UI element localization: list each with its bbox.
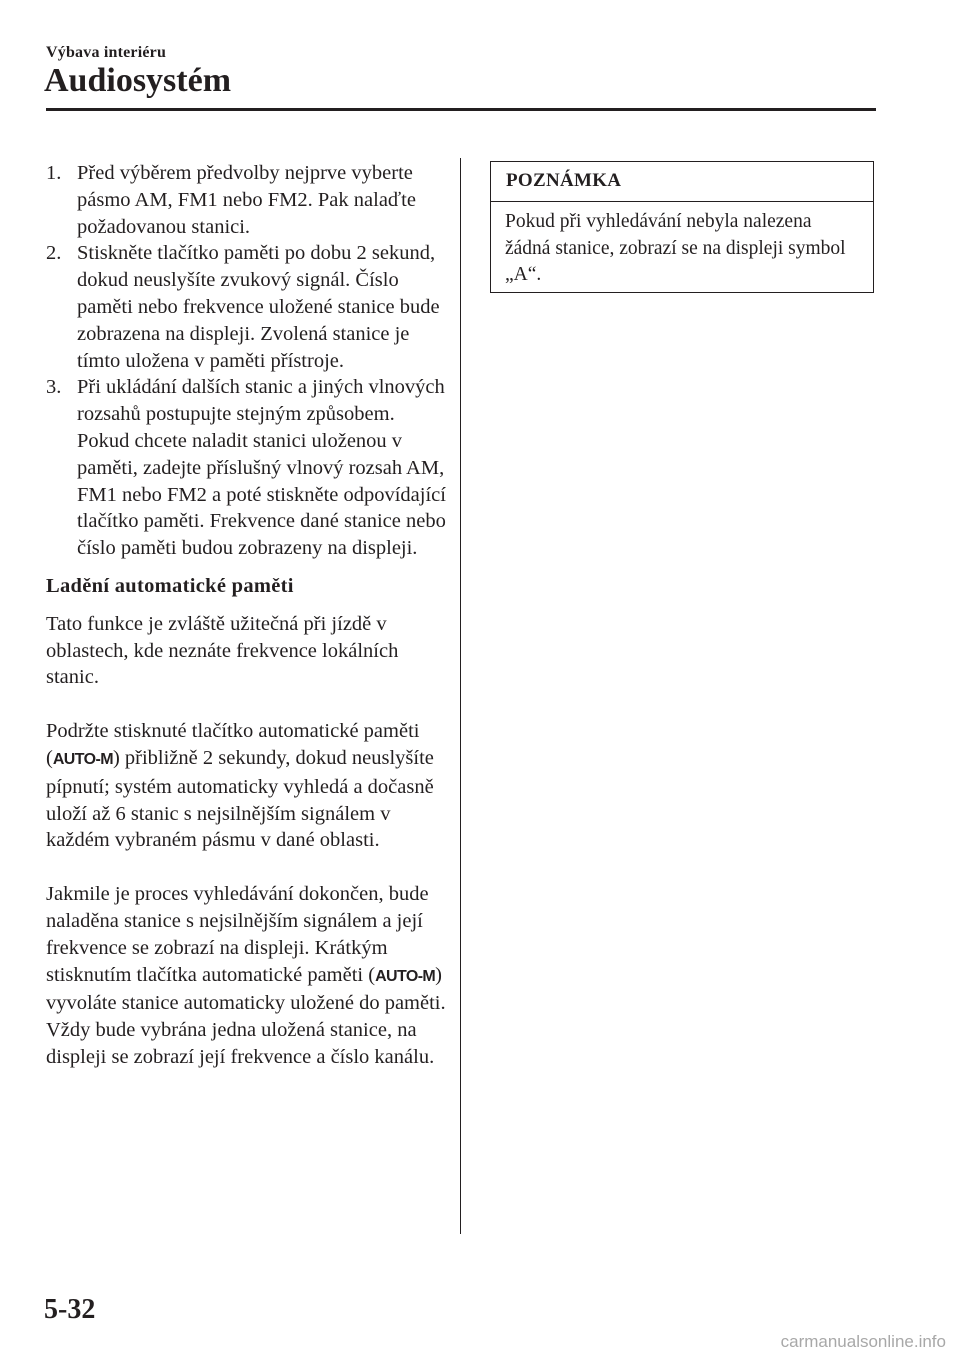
list-item [46, 160, 446, 240]
column-divider [460, 158, 461, 1234]
hold-text-before: Podržte stisknuté tlačítko automatické paměti ( [46, 720, 420, 769]
section-label: Výbava interiéru [46, 44, 167, 61]
page-title: Audiosystém [44, 62, 232, 99]
header-rule [46, 108, 876, 111]
recall-instructions [46, 881, 446, 1071]
step-number: 3. [46, 376, 62, 399]
watermark: carmanualsonline.info [780, 1332, 946, 1351]
hold-text-after: ) přibližně 2 sekundy, dokud neuslyšíte pípnutí; systém automaticky vyhledá a dočasně uloží až 6 stanic s nejsilnějším signálem v každém vybraném pásmu v dané oblasti. [46, 746, 434, 852]
step-text: Při ukládání dalších stanic a jiných vlnových rozsahů postupujte stejným způsobem. Pokud chcete naladit stanici uloženou v paměti, zadejte příslušný vlnový rozsah AM, FM1 nebo FM2 a poté stiskněte odpovídající tlačítko paměti. Frekvence dané stanice nebo číslo paměti budou zobrazeny na displeji. [77, 376, 446, 560]
recall-text-after: ) vyvoláte stanice automaticky uložené do paměti. Vždy bude vybrána jedna uložená stanice, na displeji se zobrazí její frekvence a číslo kanálu. [46, 963, 446, 1068]
hold-instructions [46, 718, 446, 854]
step-text: Před výběrem předvolby nejprve vyberte pásmo AM, FM1 nebo FM2. Pak nalaďte požadovanou stanici. [77, 162, 416, 238]
auto-memory-heading: Ladění automatické paměti [46, 574, 294, 597]
note-title: POZNÁMKA [491, 162, 873, 202]
list-item [46, 240, 446, 374]
list-item [46, 374, 446, 562]
steps-list [46, 160, 446, 562]
auto-memory-intro: Tato funkce je zvláště užitečná při jízdě v oblastech, kde neznáte frekvence lokálních stanic. [46, 612, 399, 689]
left-column [46, 160, 446, 1098]
page-number: 5-32 [44, 1294, 96, 1325]
step-number: 2. [46, 242, 62, 265]
step-number: 1. [46, 162, 62, 184]
step-text: Stiskněte tlačítko paměti po dobu 2 sekund, dokud neuslyšíte zvukový signál. Číslo paměti nebo frekvence uložené stanice bude zobrazena na displeji. Zvolená stanice je tímto uložena v paměti přístroje. [77, 242, 440, 372]
auto-m-button-label: AUTO-M [375, 967, 436, 985]
recall-text-before: Jakmile je proces vyhledávání dokončen, bude naladěna stanice s nejsilnějším signálem a její frekvence se zobrazí na displeji. Krátkým stisknutím tlačítka automatické paměti ( [46, 883, 429, 986]
note-box [490, 161, 874, 293]
note-text: Pokud při vyhledávání nebyla nalezena žádná stanice, zobrazí se na displeji symbol „A“. [505, 211, 846, 285]
auto-m-button-label: AUTO-M [52, 750, 113, 768]
